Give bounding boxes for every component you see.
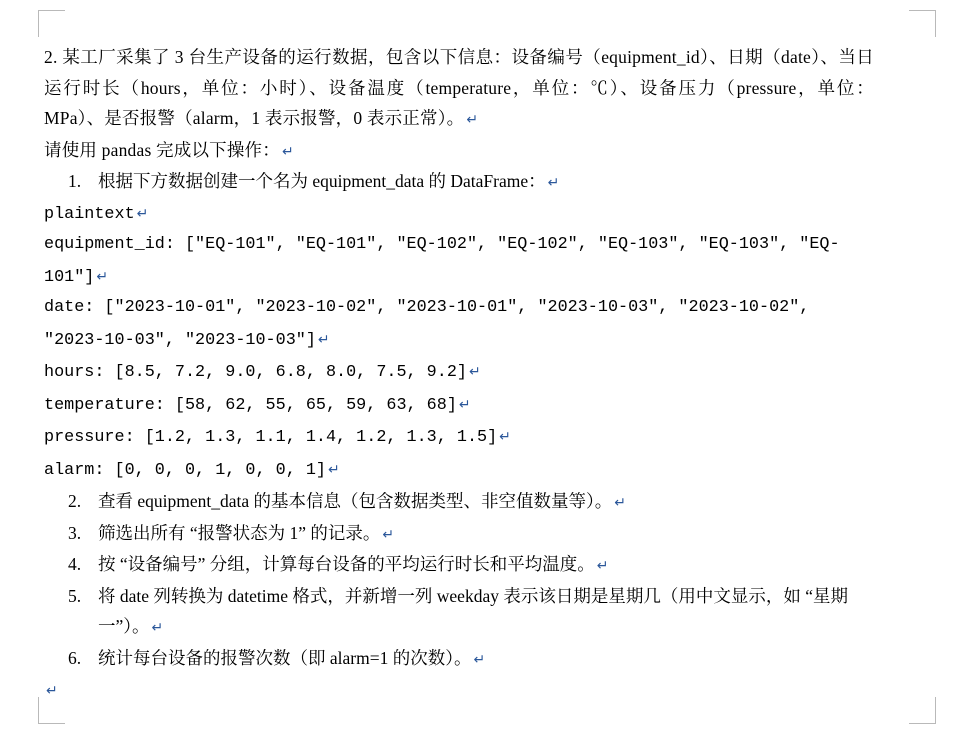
code-line-alarm: [44, 454, 874, 487]
trailing-paragraph: [44, 674, 874, 706]
paragraph-mark: ↵: [547, 174, 560, 190]
code-language-label-line: [44, 198, 874, 231]
code-line-temperature: [44, 389, 874, 422]
list-item: [44, 518, 874, 550]
paragraph-mark: ↵: [281, 142, 294, 159]
paragraph-mark: ↵: [317, 330, 330, 347]
code-line-equipment-id: [44, 230, 874, 293]
code-line-text: date: ["2023-10-01", "2023-10-02", "2023-10-01", "2023-10-03", "2023-10-02", "2023-10-03", "2023-10-03"]: [44, 298, 820, 350]
list-item: [44, 643, 874, 675]
task-list-part-2: [44, 486, 874, 674]
paragraph-mark: ↵: [327, 460, 340, 477]
list-item: [44, 581, 874, 643]
list-item-label: 统计每台设备的报警次数（即 alarm=1 的次数）。: [98, 647, 472, 668]
list-item-number: 4.: [68, 554, 82, 574]
list-item-number: 6.: [68, 647, 82, 668]
document-body: [44, 42, 874, 706]
paragraph-mark: ↵: [499, 428, 511, 444]
code-line-hours: [44, 356, 874, 389]
list-item-number: 2.: [68, 491, 82, 511]
crop-mark-bottom-right: [909, 697, 936, 724]
paragraph-mark: ↵: [466, 111, 479, 127]
code-line-text: alarm: [0, 0, 0, 1, 0, 0, 1]: [44, 460, 326, 480]
list-item: [44, 549, 874, 581]
paragraph-mark: ↵: [136, 204, 149, 221]
list-item-label: 查看 equipment_data 的基本信息（包含数据类型、非空值数量等）。: [98, 491, 613, 511]
code-line-text: pressure: [1.2, 1.3, 1.1, 1.4, 1.2, 1.3, 1.5]: [44, 428, 498, 447]
paragraph-mark: ↵: [46, 682, 58, 698]
list-item-label: 按 “设备编号” 分组，计算每台设备的平均运行时长和平均温度。: [98, 554, 595, 574]
list-item-label: 筛选出所有 “报警状态为 1” 的记录。: [98, 522, 381, 543]
paragraph-mark: ↵: [458, 395, 471, 412]
paragraph-mark: ↵: [596, 557, 609, 573]
crop-mark-top-right: [909, 10, 936, 37]
list-item-label: 根据下方数据创建一个名为 equipment_data 的 DataFrame：: [98, 171, 546, 191]
code-line-pressure: [44, 421, 874, 454]
list-item-number: 5.: [68, 585, 82, 606]
intro-paragraph: [44, 42, 874, 135]
paragraph-mark: ↵: [468, 363, 481, 379]
code-language-label: plaintext: [44, 204, 135, 224]
task-list-part-1: [44, 166, 874, 198]
intro-paragraph-text: 2. 某工厂采集了 3 台生产设备的运行数据，包含以下信息：设备编号（equipment_id）、日期（date）、当日运行时长（hours，单位：小时）、设备温度（temperature，单位：℃）、设备压力（pressure，单位：MPa）、是否报警（alarm，1 表示报警，0 表示正常）。: [44, 47, 874, 128]
list-item-number: 3.: [68, 522, 82, 543]
list-item: [44, 486, 874, 518]
paragraph-mark: ↵: [382, 525, 395, 542]
paragraph-mark: ↵: [473, 650, 486, 667]
list-item-number: 1.: [68, 171, 82, 191]
list-item: [44, 166, 874, 198]
crop-mark-top-left: [38, 10, 65, 37]
code-line-text: equipment_id: ["EQ-101", "EQ-101", "EQ-102", "EQ-102", "EQ-103", "EQ-103", "EQ-101"]: [44, 235, 840, 287]
code-line-text: temperature: [58, 62, 55, 65, 59, 63, 68]: [44, 395, 457, 415]
paragraph-mark: ↵: [96, 267, 109, 284]
code-line-text: hours: [8.5, 7.2, 9.0, 6.8, 8.0, 7.5, 9.2]: [44, 363, 467, 382]
instruction-line: [44, 135, 874, 167]
code-line-date: [44, 293, 874, 356]
instruction-line-text: 请使用 pandas 完成以下操作：: [44, 139, 280, 160]
paragraph-mark: ↵: [614, 494, 627, 510]
paragraph-mark: ↵: [151, 619, 164, 635]
list-item-label: 将 date 列转换为 datetime 格式，并新增一列 weekday 表示该日期是星期几（用中文显示，如 “星期一”）。: [98, 585, 848, 636]
